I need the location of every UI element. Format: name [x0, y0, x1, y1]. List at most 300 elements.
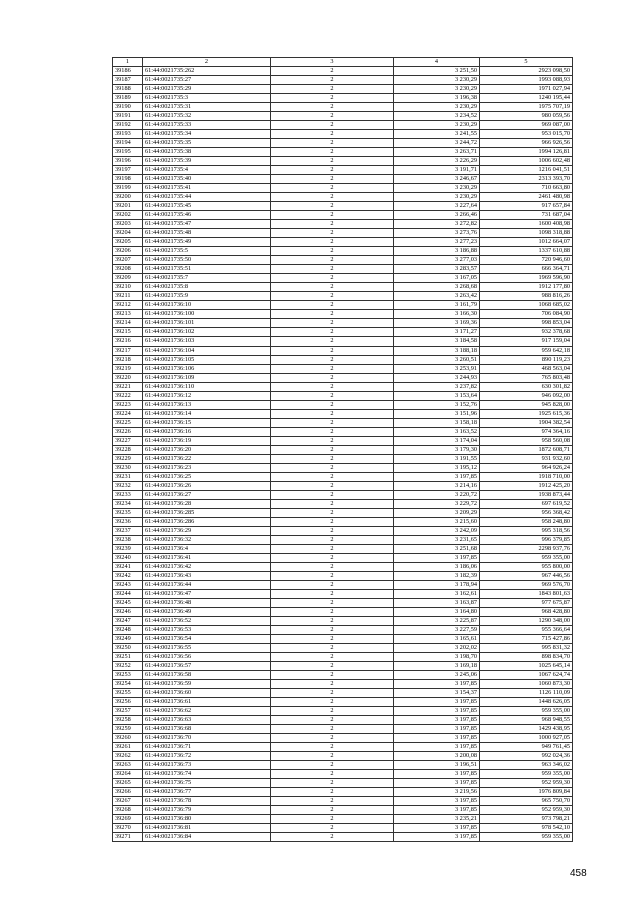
category-code-cell: 2 — [271, 752, 394, 761]
category-code-cell: 2 — [271, 238, 394, 247]
row-number-cell: 39223 — [113, 400, 143, 409]
specific-value-cell: 3 197,85 — [394, 806, 480, 815]
cadastral-number-cell: 61:44:0021736:58 — [143, 671, 271, 680]
page-number: 458 — [570, 868, 587, 879]
cadastral-value-cell: 959 355,00 — [480, 770, 573, 779]
category-code-cell: 2 — [271, 698, 394, 707]
cadastral-value-cell: 720 946,60 — [480, 256, 573, 265]
row-number-cell: 39242 — [113, 571, 143, 580]
table-row — [113, 319, 573, 328]
cadastral-number-cell: 61:44:0021736:4 — [143, 544, 271, 553]
category-code-cell: 2 — [271, 571, 394, 580]
cadastral-value-cell: 2923 098,50 — [480, 67, 573, 76]
cadastral-number-cell: 61:44:0021736:57 — [143, 662, 271, 671]
cadastral-number-cell: 61:44:0021735:32 — [143, 112, 271, 121]
row-number-cell: 39198 — [113, 175, 143, 184]
cadastral-value-cell: 967 446,56 — [480, 571, 573, 580]
specific-value-cell: 3 273,76 — [394, 229, 480, 238]
table-row — [113, 644, 573, 653]
table-row — [113, 553, 573, 562]
table-row — [113, 662, 573, 671]
row-number-cell: 39258 — [113, 716, 143, 725]
cadastral-value-cell: 998 853,04 — [480, 319, 573, 328]
row-number-cell: 39248 — [113, 625, 143, 634]
category-code-cell: 2 — [271, 292, 394, 301]
specific-value-cell: 3 242,09 — [394, 526, 480, 535]
specific-value-cell: 3 163,52 — [394, 427, 480, 436]
category-code-cell: 2 — [271, 445, 394, 454]
category-code-cell: 2 — [271, 770, 394, 779]
column-header-2: 2 — [143, 58, 271, 67]
cadastral-value-cell: 955 800,00 — [480, 562, 573, 571]
category-code-cell: 2 — [271, 382, 394, 391]
specific-value-cell: 3 209,29 — [394, 508, 480, 517]
table-row — [113, 346, 573, 355]
specific-value-cell: 3 154,37 — [394, 689, 480, 698]
specific-value-cell: 3 277,03 — [394, 256, 480, 265]
specific-value-cell: 3 197,85 — [394, 734, 480, 743]
table-row — [113, 580, 573, 589]
cadastral-number-cell: 61:44:0021736:26 — [143, 481, 271, 490]
category-code-cell: 2 — [271, 265, 394, 274]
specific-value-cell: 3 186,06 — [394, 562, 480, 571]
row-number-cell: 39205 — [113, 238, 143, 247]
cadastral-number-cell: 61:44:0021735:45 — [143, 202, 271, 211]
row-number-cell: 39217 — [113, 346, 143, 355]
category-code-cell: 2 — [271, 436, 394, 445]
specific-value-cell: 3 197,85 — [394, 725, 480, 734]
cadastral-value-cell: 1975 707,19 — [480, 103, 573, 112]
cadastral-number-cell: 61:44:0021736:61 — [143, 698, 271, 707]
row-number-cell: 39190 — [113, 103, 143, 112]
specific-value-cell: 3 219,56 — [394, 788, 480, 797]
table-row — [113, 571, 573, 580]
category-code-cell: 2 — [271, 148, 394, 157]
cadastral-number-cell: 61:44:0021736:286 — [143, 517, 271, 526]
cadastral-value-cell: 969 576,70 — [480, 580, 573, 589]
cadastral-value-cell: 1976 809,84 — [480, 788, 573, 797]
specific-value-cell: 3 253,91 — [394, 364, 480, 373]
category-code-cell: 2 — [271, 202, 394, 211]
category-code-cell: 2 — [271, 247, 394, 256]
cadastral-number-cell: 61:44:0021736:68 — [143, 725, 271, 734]
cadastral-number-cell: 61:44:0021736:53 — [143, 625, 271, 634]
table-body — [113, 67, 573, 842]
category-code-cell: 2 — [271, 662, 394, 671]
table-row — [113, 616, 573, 625]
table-row — [113, 544, 573, 553]
cadastral-value-cell: 995 831,32 — [480, 644, 573, 653]
table-row — [113, 220, 573, 229]
cadastral-number-cell: 61:44:0021736:60 — [143, 689, 271, 698]
specific-value-cell: 3 220,72 — [394, 490, 480, 499]
table-row — [113, 166, 573, 175]
table-row — [113, 76, 573, 85]
specific-value-cell: 3 196,38 — [394, 94, 480, 103]
specific-value-cell: 3 186,88 — [394, 247, 480, 256]
cadastral-value-cell: 731 687,04 — [480, 211, 573, 220]
category-code-cell: 2 — [271, 310, 394, 319]
specific-value-cell: 3 230,29 — [394, 184, 480, 193]
cadastral-number-cell: 61:44:0021736:104 — [143, 346, 271, 355]
category-code-cell: 2 — [271, 301, 394, 310]
table-row — [113, 409, 573, 418]
row-number-cell: 39256 — [113, 698, 143, 707]
category-code-cell: 2 — [271, 373, 394, 382]
specific-value-cell: 3 165,61 — [394, 635, 480, 644]
category-code-cell: 2 — [271, 625, 394, 634]
category-code-cell: 2 — [271, 580, 394, 589]
row-number-cell: 39249 — [113, 635, 143, 644]
row-number-cell: 39230 — [113, 463, 143, 472]
specific-value-cell: 3 166,30 — [394, 310, 480, 319]
category-code-cell: 2 — [271, 454, 394, 463]
cadastral-value-cell: 666 364,71 — [480, 265, 573, 274]
table-row — [113, 184, 573, 193]
specific-value-cell: 3 197,85 — [394, 833, 480, 842]
category-code-cell: 2 — [271, 229, 394, 238]
cadastral-number-cell: 61:44:0021736:56 — [143, 653, 271, 662]
table-row — [113, 391, 573, 400]
category-code-cell: 2 — [271, 598, 394, 607]
category-code-cell: 2 — [271, 67, 394, 76]
category-code-cell: 2 — [271, 508, 394, 517]
cadastral-value-cell: 1918 710,00 — [480, 472, 573, 481]
category-code-cell: 2 — [271, 166, 394, 175]
cadastral-number-cell: 61:44:0021735:51 — [143, 265, 271, 274]
row-number-cell: 39208 — [113, 265, 143, 274]
row-number-cell: 39238 — [113, 535, 143, 544]
category-code-cell: 2 — [271, 671, 394, 680]
category-code-cell: 2 — [271, 689, 394, 698]
cadastral-number-cell: 61:44:0021736:71 — [143, 743, 271, 752]
row-number-cell: 39228 — [113, 445, 143, 454]
row-number-cell: 39211 — [113, 292, 143, 301]
cadastral-value-cell: 988 816,26 — [480, 292, 573, 301]
cadastral-value-cell: 1337 610,88 — [480, 247, 573, 256]
cadastral-number-cell: 61:44:0021735:9 — [143, 292, 271, 301]
table-row — [113, 535, 573, 544]
table-row — [113, 806, 573, 815]
cadastral-number-cell: 61:44:0021736:77 — [143, 788, 271, 797]
specific-value-cell: 3 227,59 — [394, 625, 480, 634]
specific-value-cell: 3 215,60 — [394, 517, 480, 526]
cadastral-value-cell: 992 024,36 — [480, 752, 573, 761]
category-code-cell: 2 — [271, 517, 394, 526]
specific-value-cell: 3 188,18 — [394, 346, 480, 355]
row-number-cell: 39203 — [113, 220, 143, 229]
cadastral-value-cell: 952 959,30 — [480, 806, 573, 815]
specific-value-cell: 3 197,85 — [394, 824, 480, 833]
category-code-cell: 2 — [271, 157, 394, 166]
cadastral-value-cell: 1912 425,20 — [480, 481, 573, 490]
specific-value-cell: 3 260,51 — [394, 355, 480, 364]
cadastral-number-cell: 61:44:0021736:52 — [143, 616, 271, 625]
specific-value-cell: 3 227,64 — [394, 202, 480, 211]
table-row — [113, 725, 573, 734]
table-row — [113, 743, 573, 752]
category-code-cell: 2 — [271, 319, 394, 328]
cadastral-value-cell: 1969 596,90 — [480, 274, 573, 283]
table-row — [113, 211, 573, 220]
specific-value-cell: 3 184,58 — [394, 337, 480, 346]
cadastral-value-cell: 996 379,85 — [480, 535, 573, 544]
row-number-cell: 39243 — [113, 580, 143, 589]
cadastral-number-cell: 61:44:0021736:105 — [143, 355, 271, 364]
cadastral-value-cell: 1994 126,81 — [480, 148, 573, 157]
cadastral-number-cell: 61:44:0021736:73 — [143, 761, 271, 770]
specific-value-cell: 3 197,85 — [394, 707, 480, 716]
cadastral-number-cell: 61:44:0021736:75 — [143, 779, 271, 788]
specific-value-cell: 3 191,55 — [394, 454, 480, 463]
cadastral-value-cell: 959 355,00 — [480, 833, 573, 842]
table-row — [113, 788, 573, 797]
row-number-cell: 39206 — [113, 247, 143, 256]
category-code-cell: 2 — [271, 806, 394, 815]
cadastral-number-cell: 61:44:0021735:49 — [143, 238, 271, 247]
cadastral-value-cell: 1216 041,51 — [480, 166, 573, 175]
category-code-cell: 2 — [271, 707, 394, 716]
cadastral-number-cell: 61:44:0021735:7 — [143, 274, 271, 283]
table-row — [113, 121, 573, 130]
cadastral-number-cell: 61:44:0021736:109 — [143, 373, 271, 382]
cadastral-value-cell: 995 318,56 — [480, 526, 573, 535]
category-code-cell: 2 — [271, 193, 394, 202]
cadastral-value-cell: 959 355,00 — [480, 553, 573, 562]
specific-value-cell: 3 197,85 — [394, 779, 480, 788]
specific-value-cell: 3 191,71 — [394, 166, 480, 175]
cadastral-value-cell: 468 563,04 — [480, 364, 573, 373]
table-row — [113, 301, 573, 310]
cadastral-value-cell: 1971 027,94 — [480, 85, 573, 94]
category-code-cell: 2 — [271, 788, 394, 797]
specific-value-cell: 3 272,82 — [394, 220, 480, 229]
category-code-cell: 2 — [271, 526, 394, 535]
specific-value-cell: 3 230,29 — [394, 76, 480, 85]
row-number-cell: 39218 — [113, 355, 143, 364]
category-code-cell: 2 — [271, 824, 394, 833]
row-number-cell: 39245 — [113, 598, 143, 607]
table-row — [113, 292, 573, 301]
column-header-5: 5 — [480, 58, 573, 67]
table-row — [113, 247, 573, 256]
cadastral-value-cell: 1925 615,36 — [480, 409, 573, 418]
category-code-cell: 2 — [271, 472, 394, 481]
row-number-cell: 39219 — [113, 364, 143, 373]
cadastral-number-cell: 61:44:0021736:15 — [143, 418, 271, 427]
cadastral-value-cell: 710 663,80 — [480, 184, 573, 193]
category-code-cell: 2 — [271, 815, 394, 824]
cadastral-number-cell: 61:44:0021735:34 — [143, 130, 271, 139]
table-header-row — [113, 58, 573, 67]
specific-value-cell: 3 225,87 — [394, 616, 480, 625]
cadastral-number-cell: 61:44:0021736:55 — [143, 644, 271, 653]
row-number-cell: 39214 — [113, 319, 143, 328]
cadastral-value-cell: 946 092,00 — [480, 391, 573, 400]
row-number-cell: 39227 — [113, 436, 143, 445]
specific-value-cell: 3 200,08 — [394, 752, 480, 761]
table-row — [113, 481, 573, 490]
category-code-cell: 2 — [271, 139, 394, 148]
category-code-cell: 2 — [271, 635, 394, 644]
table-row — [113, 508, 573, 517]
specific-value-cell: 3 169,36 — [394, 319, 480, 328]
category-code-cell: 2 — [271, 346, 394, 355]
specific-value-cell: 3 263,71 — [394, 148, 480, 157]
table-row — [113, 625, 573, 634]
cadastral-number-cell: 61:44:0021736:80 — [143, 815, 271, 824]
column-header-4: 4 — [394, 58, 480, 67]
table-row — [113, 734, 573, 743]
table-row — [113, 157, 573, 166]
cadastral-number-cell: 61:44:0021735:4 — [143, 166, 271, 175]
row-number-cell: 39244 — [113, 589, 143, 598]
row-number-cell: 39263 — [113, 761, 143, 770]
row-number-cell: 39261 — [113, 743, 143, 752]
category-code-cell: 2 — [271, 328, 394, 337]
category-code-cell: 2 — [271, 716, 394, 725]
category-code-cell: 2 — [271, 112, 394, 121]
specific-value-cell: 3 197,85 — [394, 553, 480, 562]
table-row — [113, 752, 573, 761]
category-code-cell: 2 — [271, 121, 394, 130]
cadastral-value-cell: 958 248,80 — [480, 517, 573, 526]
category-code-cell: 2 — [271, 409, 394, 418]
cadastral-value-cell: 1025 645,14 — [480, 662, 573, 671]
category-code-cell: 2 — [271, 562, 394, 571]
cadastral-value-cell: 715 427,86 — [480, 635, 573, 644]
table-row — [113, 653, 573, 662]
row-number-cell: 39247 — [113, 616, 143, 625]
cadastral-value-cell: 1872 608,71 — [480, 445, 573, 454]
cadastral-number-cell: 61:44:0021736:43 — [143, 571, 271, 580]
cadastral-number-cell: 61:44:0021736:100 — [143, 310, 271, 319]
cadastral-value-cell: 697 619,52 — [480, 499, 573, 508]
table-row — [113, 689, 573, 698]
row-number-cell: 39194 — [113, 139, 143, 148]
specific-value-cell: 3 198,70 — [394, 653, 480, 662]
cadastral-number-cell: 61:44:0021736:81 — [143, 824, 271, 833]
cadastral-value-cell: 1600 408,98 — [480, 220, 573, 229]
table-row — [113, 355, 573, 364]
category-code-cell: 2 — [271, 779, 394, 788]
category-code-cell: 2 — [271, 725, 394, 734]
category-code-cell: 2 — [271, 283, 394, 292]
row-number-cell: 39266 — [113, 788, 143, 797]
column-header-3: 3 — [271, 58, 394, 67]
row-number-cell: 39254 — [113, 680, 143, 689]
specific-value-cell: 3 244,72 — [394, 139, 480, 148]
table-row — [113, 463, 573, 472]
row-number-cell: 39209 — [113, 274, 143, 283]
table-row — [113, 770, 573, 779]
specific-value-cell: 3 169,18 — [394, 662, 480, 671]
specific-value-cell: 3 163,87 — [394, 598, 480, 607]
cadastral-value-cell: 958 560,08 — [480, 436, 573, 445]
specific-value-cell: 3 179,30 — [394, 445, 480, 454]
row-number-cell: 39212 — [113, 301, 143, 310]
cadastral-number-cell: 61:44:0021736:285 — [143, 508, 271, 517]
row-number-cell: 39202 — [113, 211, 143, 220]
specific-value-cell: 3 161,79 — [394, 301, 480, 310]
table-row — [113, 436, 573, 445]
category-code-cell: 2 — [271, 400, 394, 409]
row-number-cell: 39236 — [113, 517, 143, 526]
category-code-cell: 2 — [271, 364, 394, 373]
table-row — [113, 85, 573, 94]
category-code-cell: 2 — [271, 553, 394, 562]
cadastral-value-cell: 2461 480,98 — [480, 193, 573, 202]
cadastral-number-cell: 61:44:0021736:63 — [143, 716, 271, 725]
cadastral-value-cell: 898 834,70 — [480, 653, 573, 662]
cadastral-number-cell: 61:44:0021735:47 — [143, 220, 271, 229]
category-code-cell: 2 — [271, 833, 394, 842]
cadastral-number-cell: 61:44:0021735:38 — [143, 148, 271, 157]
row-number-cell: 39235 — [113, 508, 143, 517]
category-code-cell: 2 — [271, 355, 394, 364]
cadastral-number-cell: 61:44:0021736:84 — [143, 833, 271, 842]
table-row — [113, 589, 573, 598]
cadastral-number-cell: 61:44:0021736:72 — [143, 752, 271, 761]
cadastral-value-cell: 917 159,04 — [480, 337, 573, 346]
table-row — [113, 328, 573, 337]
cadastral-value-cell: 1938 873,44 — [480, 490, 573, 499]
cadastral-number-cell: 61:44:0021735:40 — [143, 175, 271, 184]
cadastral-value-cell: 964 926,24 — [480, 463, 573, 472]
cadastral-value-cell: 1006 602,48 — [480, 157, 573, 166]
cadastral-number-cell: 61:44:0021735:50 — [143, 256, 271, 265]
cadastral-value-cell: 2313 393,70 — [480, 175, 573, 184]
table-row — [113, 364, 573, 373]
cadastral-value-cell: 1068 685,02 — [480, 301, 573, 310]
specific-value-cell: 3 214,16 — [394, 481, 480, 490]
specific-value-cell: 3 230,29 — [394, 121, 480, 130]
cadastral-number-cell: 61:44:0021736:49 — [143, 607, 271, 616]
cadastral-number-cell: 61:44:0021735:35 — [143, 139, 271, 148]
cadastral-number-cell: 61:44:0021735:46 — [143, 211, 271, 220]
row-number-cell: 39240 — [113, 553, 143, 562]
table-row — [113, 274, 573, 283]
table-row — [113, 698, 573, 707]
category-code-cell: 2 — [271, 607, 394, 616]
specific-value-cell: 3 197,85 — [394, 680, 480, 689]
table-row — [113, 472, 573, 481]
category-code-cell: 2 — [271, 103, 394, 112]
cadastral-value-cell: 1912 177,80 — [480, 283, 573, 292]
cadastral-number-cell: 61:44:0021735:39 — [143, 157, 271, 166]
category-code-cell: 2 — [271, 220, 394, 229]
specific-value-cell: 3 151,96 — [394, 409, 480, 418]
row-number-cell: 39197 — [113, 166, 143, 175]
row-number-cell: 39234 — [113, 499, 143, 508]
table-row — [113, 716, 573, 725]
category-code-cell: 2 — [271, 94, 394, 103]
specific-value-cell: 3 235,21 — [394, 815, 480, 824]
specific-value-cell: 3 158,18 — [394, 418, 480, 427]
cadastral-value-cell: 931 932,60 — [480, 454, 573, 463]
cadastral-value-cell: 966 926,56 — [480, 139, 573, 148]
category-code-cell: 2 — [271, 175, 394, 184]
cadastral-value-cell: 945 828,00 — [480, 400, 573, 409]
table-row — [113, 256, 573, 265]
category-code-cell: 2 — [271, 76, 394, 85]
cadastral-number-cell: 61:44:0021736:47 — [143, 589, 271, 598]
row-number-cell: 39257 — [113, 707, 143, 716]
table-row — [113, 373, 573, 382]
cadastral-number-cell: 61:44:0021735:29 — [143, 85, 271, 94]
row-number-cell: 39201 — [113, 202, 143, 211]
category-code-cell: 2 — [271, 761, 394, 770]
